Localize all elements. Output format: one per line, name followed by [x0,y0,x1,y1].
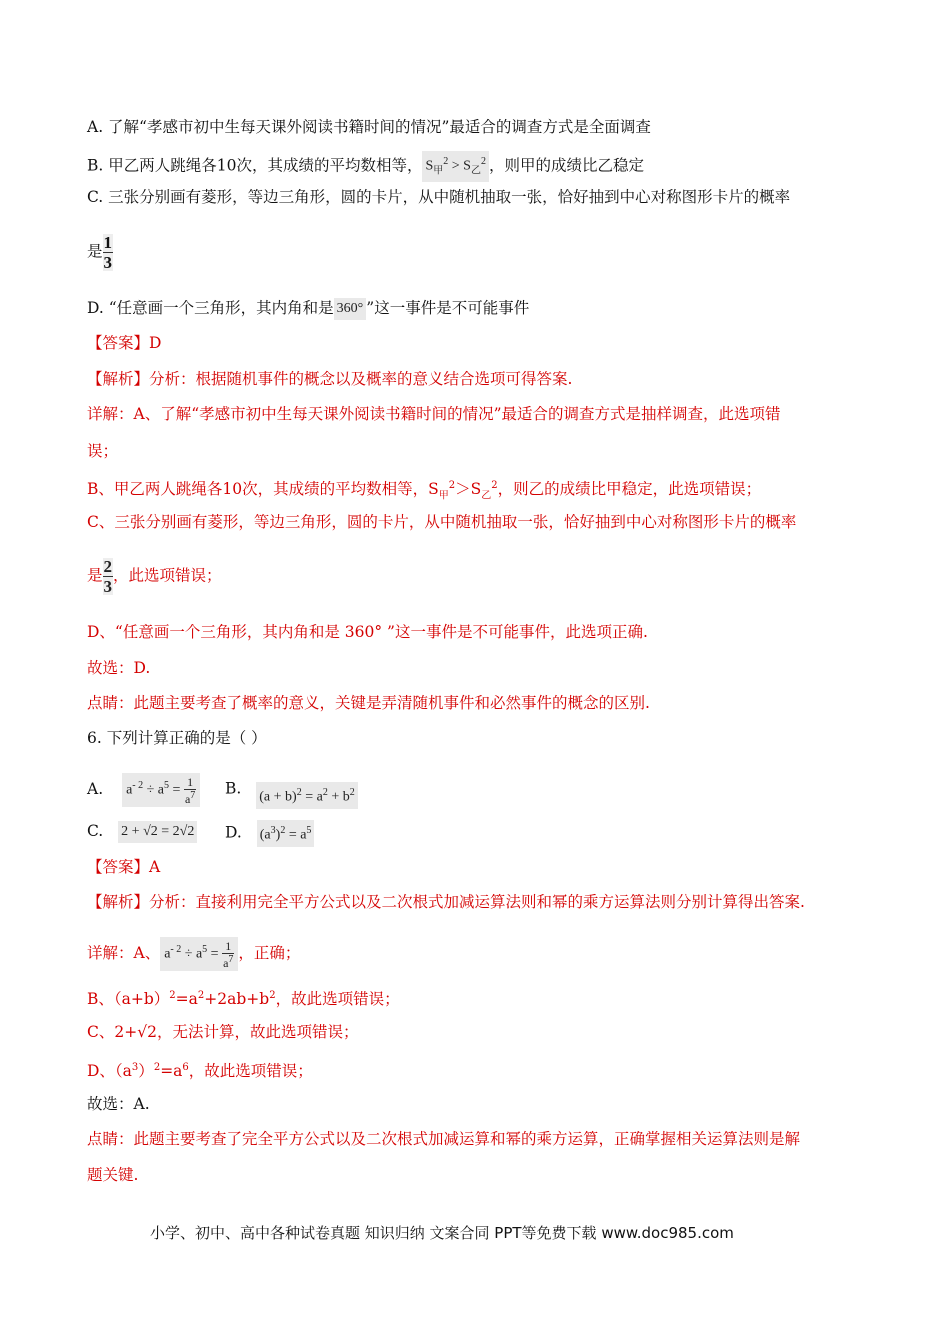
q6-option-c [87,820,197,843]
q6-option-a-formula: $a^{- 2} \div a^5$ = $\frac{1}{a^7}$ [122,773,200,807]
q5-detail-c-cont-post: ，此选项错误； [113,566,222,585]
q5-option-c-fraction [103,234,114,271]
q5-detail-a: 详解：A、了解“孝感市初中生每天课外阅读书籍时间的情况”最适合的调查方式是抽样调查，此选项错 [87,405,781,423]
q6-option-d [225,820,314,847]
q6-detail-a-post: ，正确； [238,943,301,962]
q6-option-d-formula: $(a^3)^2 = a^5$ [257,820,315,847]
q5-option-d-formula: 360° [334,298,367,320]
q6-detail-a [87,937,300,971]
q5-option-d [87,297,529,320]
q5-detail-b: B、甲乙两人跳绳各10次，其成绩的平均数相等，$S_甲^2>S_乙^2$，则乙的成绩比甲稳定，此选项错误； [87,480,762,502]
q6-option-a-label: A. [87,779,104,798]
q6-option-d-label: D. [225,823,242,842]
q5-answer: 【答案】D [87,334,162,352]
q5-option-a: A. 了解“孝感市初中生每天课外阅读书籍时间的情况”最适合的调查方式是全面调查 [87,118,651,136]
q6-option-a [87,773,200,807]
fraction-denominator: 3 [103,577,113,596]
q6-analysis: 【解析】分析：直接利用完全平方公式以及二次根式加减运算法则和幂的乘方运算法则分别计算得出答案. [87,893,805,911]
q5-option-c: C. 三张分别画有菱形，等边三角形，圆的卡片，从中随机抽取一张，恰好抽到中心对称图形卡片的概率 [87,188,791,206]
q6-detail-a-formula: $a^{- 2} \div a^5$ = $\frac{1}{a^7}$ [160,937,238,971]
q5-comment: 点睛：此题主要考查了概率的意义，关键是弄清随机事件和必然事件的概念的区别. [87,694,650,712]
q5-detail-c-cont [87,558,222,595]
q6-option-c-formula: 2 + √2 = 2√2 [118,821,197,843]
q6-detail-d: D、$(a^3)^2=a^6$，故此选项错误； [87,1062,313,1081]
q6-detail-a-pre: 详解：A、 [87,943,161,962]
page-footer: 小学、初中、高中各种试卷真题 知识归纳 文案合同 PPT等免费下载 www.doc985.com [150,1224,734,1242]
q5-option-b [87,151,644,182]
q5-option-d-text: D. “任意画一个三角形，其内角和是 [87,299,334,317]
q6-option-b [225,776,358,803]
q6-comment-cont: 题关键. [87,1166,139,1184]
q6-option-c-label: C. [87,822,104,840]
fraction-numerator: 2 [103,557,113,576]
q5-option-b-text-end: ，则甲的成绩比乙稳定 [488,156,644,175]
q5-detail-c-cont-pre: 是 [87,566,103,585]
q6-detail-b: B、$(a+b)^2=a^2+2ab+b^2$，故此选项错误； [87,990,400,1009]
q5-analysis: 【解析】分析：根据随机事件的概念以及概率的意义结合选项可得答案. [87,370,573,388]
q6-answer: 【答案】A [87,858,161,876]
q5-option-c-cont-text: 是 [87,242,103,261]
q5-option-b-formula: $S_甲^2 > S_乙^2$ [422,151,488,182]
q5-option-d-text-end: ”这一事件是不可能事件 [366,299,530,317]
q6-detail-c: C、2+√2，无法计算，故此选项错误； [87,1023,359,1041]
q6-choose: 故选：A. [87,1095,150,1113]
q5-detail-a-cont: 误； [87,442,119,460]
q6-stem: 6. 下列计算正确的是（ ） [87,729,267,747]
fraction-numerator: 1 [103,233,113,252]
q5-detail-c-fraction [103,558,114,595]
q5-choose: 故选：D. [87,659,151,677]
q6-comment: 点睛：此题主要考查了完全平方公式以及二次根式加减运算和幂的乘方运算，正确掌握相关运算法则是解 [87,1130,801,1148]
q5-option-b-text: B. 甲乙两人跳绳各10次，其成绩的平均数相等， [87,156,423,175]
q5-option-c-cont [87,234,113,271]
q5-detail-d: D、“任意画一个三角形，其内角和是 360° ”这一事件是不可能事件，此选项正确. [87,623,648,641]
fraction-denominator: 3 [103,253,113,272]
q5-detail-c: C、三张分别画有菱形，等边三角形，圆的卡片，从中随机抽取一张，恰好抽到中心对称图形卡片的概率 [87,513,797,531]
q6-option-b-label: B. [225,779,242,798]
q6-option-b-formula: $(a + b)^2 = a^2 + b^2$ [256,782,357,809]
